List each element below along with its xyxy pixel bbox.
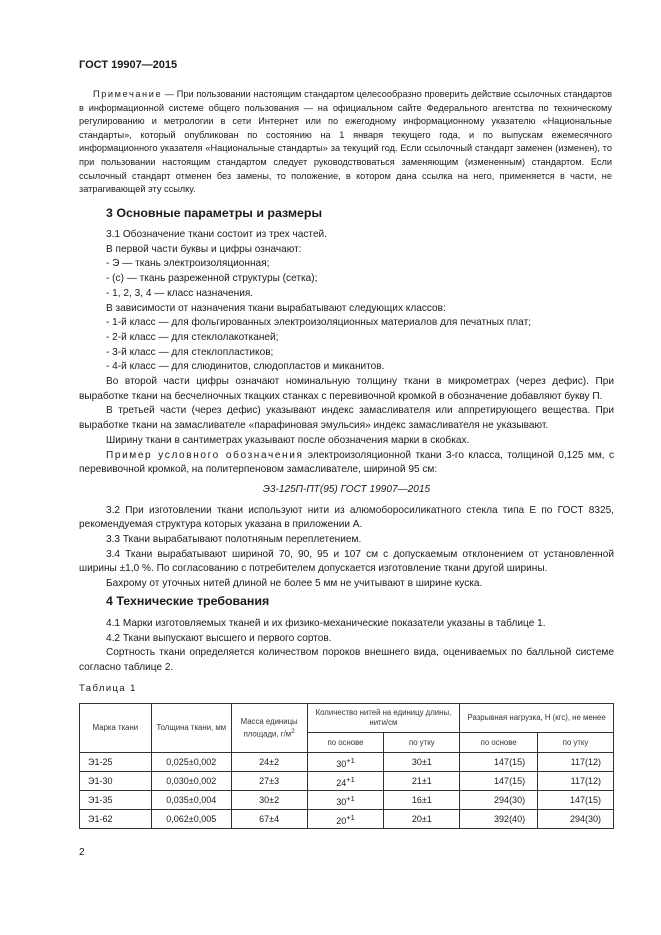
header-mass-text: Масса единицы площади, г/м xyxy=(240,716,298,739)
cell-load-weft: 117(12) xyxy=(538,772,614,791)
page-number: 2 xyxy=(79,847,85,858)
list-item: - (с) — ткань разреженной структуры (сетка); xyxy=(106,273,318,285)
section-4-title: 4 Технические требования xyxy=(106,594,270,608)
cell-load-weft: 117(12) xyxy=(538,753,614,772)
cell-count-weft: 16±1 xyxy=(384,791,460,810)
header-mark: Марка ткани xyxy=(80,704,152,753)
cell-load-warp: 392(40) xyxy=(460,810,538,829)
paragraph: 4.1 Марки изготовляемых тканей и их физико-механические показатели указаны в таблице 1. xyxy=(106,618,546,629)
document-header: ГОСТ 19907—2015 xyxy=(79,59,178,71)
header-count-warp: по основе xyxy=(307,733,384,753)
cell-count-warp-value: 20 xyxy=(336,815,347,826)
cell-count-warp xyxy=(307,753,384,772)
example-text: электроизоляционной ткани 3-го класса, толщиной 0,125 мм, с перевивочной кромкой, на политерпеновом замасливателе, шириной 95 см: xyxy=(79,449,615,476)
paragraph: 4.2 Ткани выпускают высшего и первого сортов. xyxy=(106,632,332,644)
example-label: Пример условного обозначения xyxy=(106,449,304,461)
cell-load-weft: 147(15) xyxy=(538,791,614,810)
list-item: - 2-й класс — для стеклолакотканей; xyxy=(106,331,279,343)
header-thickness: Толщина ткани, мм xyxy=(151,704,231,753)
paragraph: 3.1 Обозначение ткани состоит из трех частей. xyxy=(106,229,328,240)
cell-count-warp-tolerance: +1 xyxy=(346,812,355,822)
list-item: - 4-й класс — для слюдинитов, слюдопластов и миканитов. xyxy=(106,361,385,373)
cell-count-warp xyxy=(307,772,384,791)
cell-mark: Э1-25 xyxy=(80,753,152,772)
cell-mass: 27±3 xyxy=(231,772,307,791)
table-caption: Таблица 1 xyxy=(79,683,137,694)
cell-mark: Э1-62 xyxy=(80,810,152,829)
example-paragraph xyxy=(79,449,614,478)
cell-mark: Э1-30 xyxy=(80,772,152,791)
paragraph: В зависимости от назначения ткани вырабатывают следующих классов: xyxy=(106,302,446,314)
cell-count-warp-value: 30 xyxy=(336,758,347,769)
section-3-title: 3 Основные параметры и размеры xyxy=(106,206,323,220)
section-4-body xyxy=(79,617,614,676)
paragraph: Бахрому от уточных нитей длиной не более 5 мм не учитывают в ширине куска. xyxy=(106,578,483,590)
paragraph: Сортность ткани определяется количеством пороков внешнего вида, оцениваемых по балльной системе согласно таблице 2. xyxy=(79,647,614,674)
paragraph: Во второй части цифры означают номинальную толщину ткани в микрометрах (через дефис). При выработке ткани на бесчелночных ткацких станках с перевивочной кромкой в обозначение добавляют букву П. xyxy=(79,376,614,402)
cell-load-warp: 147(15) xyxy=(460,753,538,772)
cell-thickness: 0,035±0,004 xyxy=(151,791,231,810)
paragraph: В третьей части (через дефис) указывают индекс замасливателя или аппретирующего вещества. При выработке ткани на замасливателе «парафиновая эмульсия» индекс замасливателя не указывают. xyxy=(79,405,614,432)
header-breaking-load: Разрывная нагрузка, Н (кгс), не менее xyxy=(460,704,614,733)
table-row xyxy=(80,810,614,829)
header-load-warp: по основе xyxy=(460,733,538,753)
paragraph: В первой части буквы и цифры означают: xyxy=(106,243,302,255)
paragraph: 3.4 Ткани вырабатывают шириной 70, 90, 95 и 107 см с допускаемым отклонением от установленной ширины ±1,0 %. По согласованию с потребителем допускается изготовление ткани другой ширины. xyxy=(79,548,614,575)
table-1 xyxy=(79,703,614,829)
cell-thickness: 0,025±0,002 xyxy=(151,753,231,772)
header-count-weft: по утку xyxy=(384,733,460,753)
cell-mass: 30±2 xyxy=(231,791,307,810)
header-load-weft: по утку xyxy=(538,733,614,753)
cell-count-warp-tolerance: +1 xyxy=(346,793,355,803)
paragraph: Ширину ткани в сантиметрах указывают после обозначения марки в скобках. xyxy=(106,434,470,446)
table-row xyxy=(80,753,614,772)
cell-count-warp-tolerance: +1 xyxy=(346,755,355,765)
cell-load-warp: 147(15) xyxy=(460,772,538,791)
header-mass-sup: 2 xyxy=(291,727,295,735)
cell-count-weft: 30±1 xyxy=(384,753,460,772)
note-paragraph xyxy=(79,88,612,197)
cell-load-weft: 294(30) xyxy=(538,810,614,829)
cell-count-weft: 20±1 xyxy=(384,810,460,829)
header-thread-count: Количество нитей на единицу длины, нити/см xyxy=(307,704,460,733)
section-3-body xyxy=(79,228,614,592)
cell-mass: 24±2 xyxy=(231,753,307,772)
table-row xyxy=(80,791,614,810)
list-item: - 1, 2, 3, 4 — класс назначения. xyxy=(106,287,254,299)
paragraph: 3.3 Ткани вырабатывают полотняным переплетением. xyxy=(106,534,362,546)
cell-mass: 67±4 xyxy=(231,810,307,829)
note-text: — При пользовании настоящим стандартом целесообразно проверить действие ссылочных стандартов в информационной системе общего пользования — на официальном сайте Федерального агентства по техническому регулированию и метрологии в сети Интернет или по ежегодному информационному указателю «Национальные стандарты», который опубликован по состоянию на 1 января текущего года, и по выпускам ежемесячного информационного указателя «Национальные стандарты» за текущий год. Если ссылочный стандарт заменен (изменен), то при пользовании настоящим стандартом следует руководствоваться заменяющим (измененным) стандартом. Если ссылочный стандарт отменен без замены, то положение, в котором дана ссылка на него, применяется в части, не затрагивающей эту ссылку. xyxy=(79,89,612,195)
list-item: - Э — ткань электроизоляционная; xyxy=(106,258,270,270)
list-item: - 3-й класс — для стеклопластиков; xyxy=(106,346,274,358)
cell-count-warp-value: 24 xyxy=(336,777,347,788)
cell-count-warp-tolerance: +1 xyxy=(346,774,355,784)
paragraph: 3.2 При изготовлении ткани используют нити из алюмоборосиликатного стекла типа Е по ГОСТ 8325, рекомендуемая структура которых указана в приложении А. xyxy=(79,504,614,531)
example-designation: Э3-125П-ПТ(95) ГОСТ 19907—2015 xyxy=(262,483,431,495)
cell-load-warp: 294(30) xyxy=(460,791,538,810)
cell-count-warp xyxy=(307,791,384,810)
cell-thickness: 0,062±0,005 xyxy=(151,810,231,829)
table-row xyxy=(80,772,614,791)
cell-count-weft: 21±1 xyxy=(384,772,460,791)
cell-thickness: 0,030±0,002 xyxy=(151,772,231,791)
list-item: - 1-й класс — для фольгированных электроизоляционных материалов для печатных плат; xyxy=(106,317,531,329)
cell-count-warp xyxy=(307,810,384,829)
note-label: Примечание xyxy=(93,89,163,99)
cell-mark: Э1-35 xyxy=(80,791,152,810)
header-mass xyxy=(231,704,307,753)
cell-count-warp-value: 30 xyxy=(336,796,347,807)
